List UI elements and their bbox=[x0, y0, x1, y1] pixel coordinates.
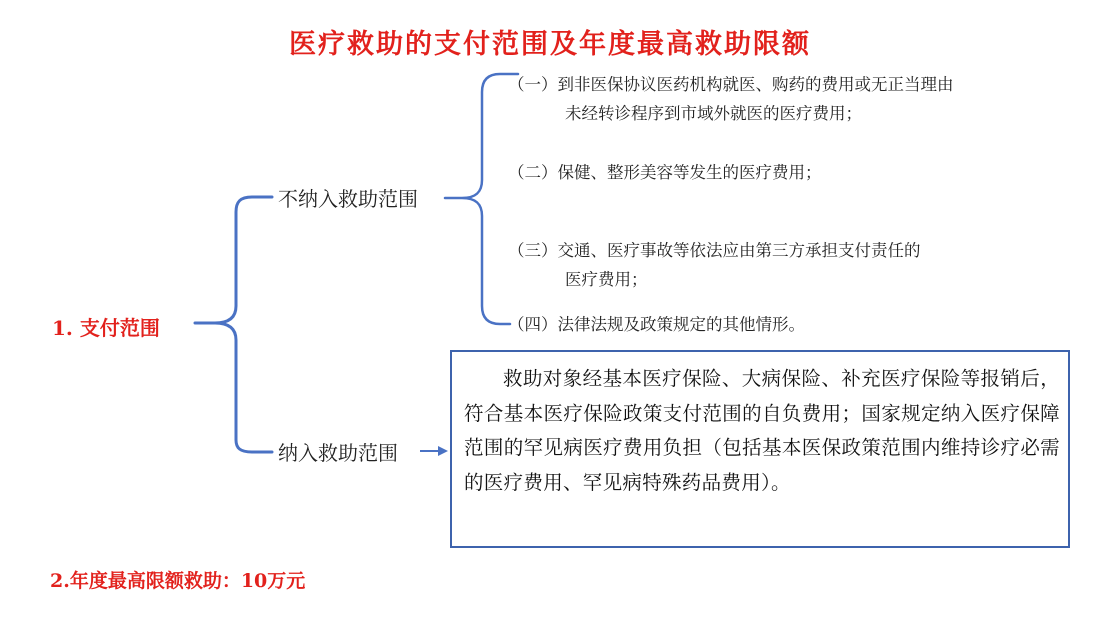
main-bracket bbox=[195, 197, 272, 452]
included-arrow-head bbox=[438, 446, 448, 456]
excluded-item-4-line1: （四）法律法规及政策规定的其他情形。 bbox=[508, 315, 805, 334]
excluded-item-1-line2: 未经转诊程序到市域外就医的医疗费用； bbox=[565, 104, 862, 123]
section2-label: 2.年度最高限额救助：10万元 bbox=[50, 570, 306, 592]
excluded-item-3 bbox=[508, 236, 921, 294]
excluded-item-1 bbox=[508, 70, 954, 128]
section1-label: 1. 支付范围 bbox=[52, 316, 160, 340]
excluded-item-2-line1: （二）保健、整形美容等发生的医疗费用； bbox=[508, 163, 822, 182]
excluded-item-4 bbox=[508, 310, 805, 339]
excluded-branch-label: 不纳入救助范围 bbox=[278, 187, 418, 211]
included-branch-label: 纳入救助范围 bbox=[278, 441, 398, 465]
page-title: 医疗救助的支付范围及年度最高救助限额 bbox=[289, 29, 811, 60]
included-description-box: 救助对象经基本医疗保险、大病保险、补充医疗保险等报销后，符合基本医疗保险政策支付范围的自负费用；国家规定纳入医疗保障范围的罕见病医疗费用负担（包括基本医保政策范围内维持诊疗必需的医疗费用、罕见病特殊药品费用）。 bbox=[450, 350, 1070, 548]
excluded-item-2 bbox=[508, 158, 822, 187]
excluded-item-3-line1: （三）交通、医疗事故等依法应由第三方承担支付责任的 bbox=[508, 241, 921, 260]
excluded-item-1-line1: （一）到非医保协议医药机构就医、购药的费用或无正当理由 bbox=[508, 75, 954, 94]
excluded-item-3-line2: 医疗费用； bbox=[565, 270, 648, 289]
